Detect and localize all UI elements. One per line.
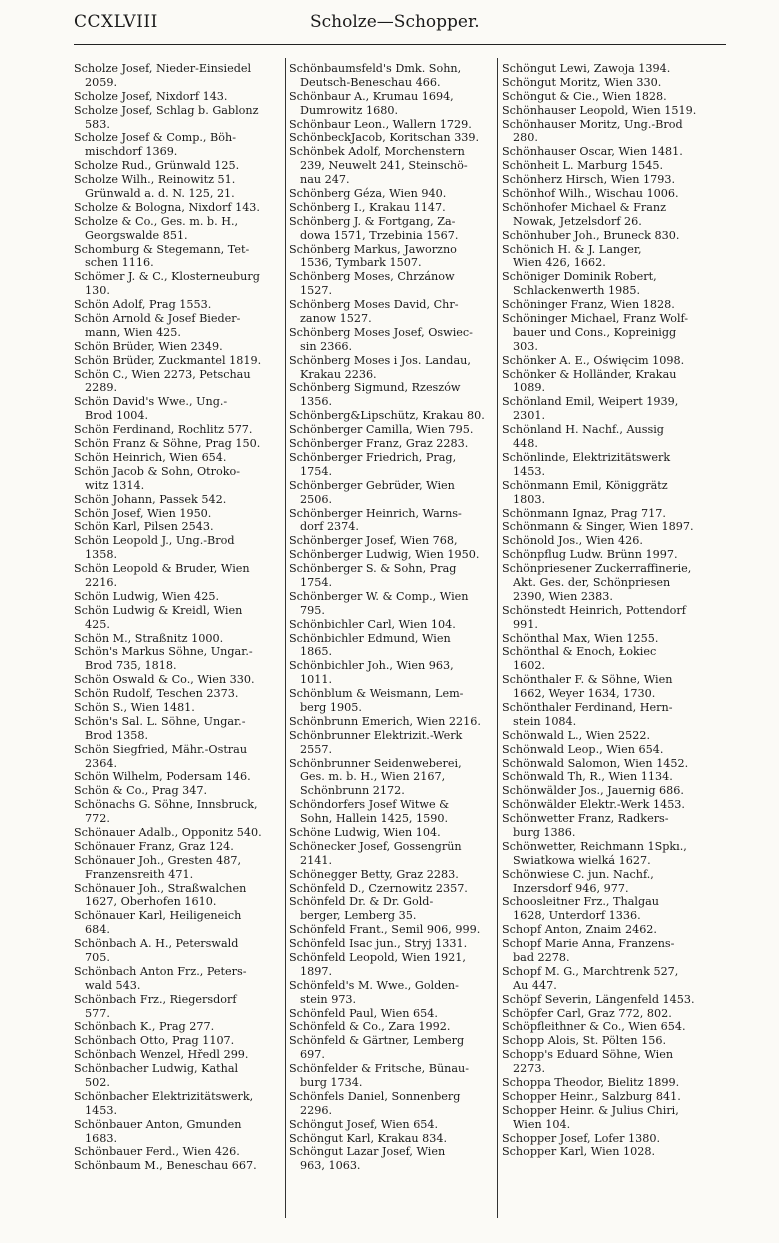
directory-line: dorf 2374. <box>300 520 359 534</box>
directory-line: 1628, Unterdorf 1336. <box>513 909 641 923</box>
directory-line: Schönberger Camilla, Wien 795. <box>289 423 474 437</box>
directory-line: Schönberg Moses i Jos. Landau, <box>289 353 471 367</box>
directory-line: Schönker A. E., Oświęcim 1098. <box>502 353 685 367</box>
directory-line: Schönfeld Paul, Wien 654. <box>289 1006 438 1020</box>
directory-line: 1536, Tymbark 1507. <box>300 256 422 270</box>
directory-line: 1803. <box>513 492 546 506</box>
directory-line: 2506. <box>300 492 333 506</box>
directory-line: Schlackenwerth 1985. <box>513 284 641 298</box>
directory-line: Schönfeld Isac jun., Stryj 1331. <box>289 937 468 951</box>
directory-line: Schönberger S. & Sohn, Prag <box>289 562 457 576</box>
directory-line: Schönbrunn 2172. <box>300 784 405 798</box>
directory-line: 1527. <box>300 284 333 298</box>
directory-line: Schönecker Josef, Gossengrün <box>289 839 462 853</box>
directory-line: 697. <box>300 1048 325 1062</box>
directory-line: Schönpflug Ludw. Brünn 1997. <box>502 548 678 562</box>
directory-line: burg 1734. <box>300 1076 363 1090</box>
directory-line: Schomburg & Stegemann, Tet- <box>74 242 250 256</box>
page-header <box>74 2 726 42</box>
directory-line: Schöninger Franz, Wien 1828. <box>502 298 675 312</box>
directory-line: Schön Heinrich, Wien 654. <box>74 450 227 464</box>
directory-line: 1356. <box>300 395 333 409</box>
directory-line: Brod 735, 1818. <box>85 659 177 673</box>
directory-line: Schönpriesener Zuckerraffinerie, <box>502 562 692 576</box>
column-1 <box>74 62 282 1173</box>
directory-line: 1754. <box>300 464 333 478</box>
directory-line: Scholze Josef & Comp., Böh- <box>74 131 236 145</box>
directory-line: 684. <box>85 923 110 937</box>
directory-line: Schöngut Lazar Josef, Wien <box>289 1145 446 1159</box>
directory-line: Schön Ludwig & Kreidl, Wien <box>74 603 243 617</box>
directory-line: schen 1116. <box>85 256 154 270</box>
directory-line: Brod 1004. <box>85 409 149 423</box>
directory-line: witz 1314. <box>85 478 145 492</box>
page-number: CCXLVIII <box>74 12 158 32</box>
directory-line: Schönauer Joh., Gresten 487, <box>74 853 242 867</box>
directory-line: burg 1386. <box>513 825 576 839</box>
directory-line: Schönwald Leop., Wien 654. <box>502 742 664 756</box>
directory-line: Schopp Alois, St. Pölten 156. <box>502 1034 667 1048</box>
directory-line: Scholze & Co., Ges. m. b. H., <box>74 214 239 228</box>
directory-line: Schön Ferdinand, Rochlitz 577. <box>74 423 253 437</box>
directory-line: Scholze Josef, Nieder-Einsiedel <box>74 62 252 75</box>
directory-line: Schön Franz & Söhne, Prag 150. <box>74 437 261 451</box>
directory-line: Schönbach Wenzel, Hředl 299. <box>74 1048 249 1062</box>
directory-line: berger, Lemberg 35. <box>300 909 417 923</box>
directory-line: Schön M., Straßnitz 1000. <box>74 631 224 645</box>
directory-line: Schönberg Moses Josef, Oswiec- <box>289 325 473 339</box>
directory-line: Nowak, Jetzelsdorf 26. <box>513 214 642 228</box>
directory-line: dowa 1571, Trzebinia 1567. <box>300 228 459 242</box>
column-divider <box>285 58 286 1218</box>
directory-line: Schön Josef, Wien 1950. <box>74 506 212 520</box>
directory-line: Schönwälder Elektr.-Werk 1453. <box>502 798 685 812</box>
directory-line: Schönberg I., Krakau 1147. <box>289 200 446 214</box>
directory-line: Schönthal Max, Wien 1255. <box>502 631 659 645</box>
directory-line: Schönfeld & Co., Zara 1992. <box>289 1020 451 1034</box>
directory-line: Schönberg Markus, Jaworzno <box>289 242 457 256</box>
directory-line: Schönhof Wilh., Wischau 1006. <box>502 187 679 201</box>
directory-line: SchönbeckJacob, Koritschan 339. <box>289 131 480 145</box>
directory-line: Schönbaur A., Krumau 1694, <box>289 89 454 103</box>
directory-line: 239, Neuwelt 241, Steinschö- <box>300 159 468 173</box>
directory-line: 1627, Oberhofen 1610. <box>85 895 217 909</box>
directory-line: Schopper Karl, Wien 1028. <box>502 1145 656 1159</box>
directory-line: 1754. <box>300 575 333 589</box>
directory-line: Scholze Josef, Nixdorf 143. <box>74 89 228 103</box>
directory-line: Schönbaur Leon., Wallern 1729. <box>289 117 472 131</box>
directory-line: Schönwetter Franz, Radkers- <box>502 812 669 826</box>
directory-line: Schönbach A. H., Peterswald <box>74 937 239 951</box>
directory-line: 2273. <box>513 1062 546 1076</box>
directory-line: 2141. <box>300 853 333 867</box>
directory-line: Schönbacher Elektrizitätswerk, <box>74 1089 254 1103</box>
directory-line: Sohn, Hallein 1425, 1590. <box>300 812 449 826</box>
directory-line: Schön Oswald & Co., Wien 330. <box>74 673 255 687</box>
directory-line: Schöpf Severin, Längenfeld 1453. <box>502 992 695 1006</box>
directory-line: Schönstedt Heinrich, Pottendorf <box>502 603 686 617</box>
directory-line: 2289. <box>85 381 118 395</box>
directory-line: Schönfeld D., Czernowitz 2357. <box>289 881 468 895</box>
directory-line: Schöndorfers Josef Witwe & <box>289 798 450 812</box>
directory-line: Schön Wilhelm, Podersam 146. <box>74 770 251 784</box>
directory-line: Schönbaumsfeld's Dmk. Sohn, <box>289 62 462 75</box>
directory-line: Schönbauer Ferd., Wien 426. <box>74 1145 240 1159</box>
directory-line: Schönauer Franz, Graz 124. <box>74 839 234 853</box>
directory-line: Schönhauser Oscar, Wien 1481. <box>502 145 683 159</box>
directory-line: Scholze Rud., Grünwald 125. <box>74 159 240 173</box>
directory-line: Schönberg Moses, Chrzánow <box>289 270 455 284</box>
directory-line: sin 2366. <box>300 339 353 353</box>
directory-line: Schönlinde, Elektrizitätswerk <box>502 450 671 464</box>
directory-line: Schönker & Holländer, Krakau <box>502 367 677 381</box>
directory-line: Schön Jacob & Sohn, Otroko- <box>74 464 240 478</box>
directory-line: Schönhauser Leopold, Wien 1519. <box>502 103 697 117</box>
directory-line: Schönberger Heinrich, Warns- <box>289 506 462 520</box>
directory-line: Schöngut Lewi, Zawoja 1394. <box>502 62 671 75</box>
directory-line: Inzersdorf 946, 977. <box>513 881 629 895</box>
directory-line: Schönbichler Carl, Wien 104. <box>289 617 456 631</box>
directory-line: 1011. <box>300 673 333 687</box>
directory-line: mann, Wien 425. <box>85 325 181 339</box>
directory-line: Schönbacher Ludwig, Kathal <box>74 1062 239 1076</box>
directory-line: Schönthal & Enoch, Łokiec <box>502 645 657 659</box>
directory-line: Schönich H. & J. Langer, <box>502 242 642 256</box>
directory-line: Schönmann Emil, Königgrätz <box>502 478 668 492</box>
directory-line: Schönbaum M., Beneschau 667. <box>74 1159 257 1173</box>
directory-line: 2390, Wien 2383. <box>513 589 613 603</box>
directory-line: Schön David's Wwe., Ung.- <box>74 395 228 409</box>
directory-line: Schönbichler Joh., Wien 963, <box>289 659 454 673</box>
directory-line: Schönold Jos., Wien 426. <box>502 534 643 548</box>
directory-line: Schönwald Th, R., Wien 1134. <box>502 770 673 784</box>
directory-line: Schön Ludwig, Wien 425. <box>74 589 220 603</box>
directory-line: Schön C., Wien 2273, Petschau <box>74 367 251 381</box>
column-3 <box>502 62 714 1159</box>
directory-line: Schöpfer Carl, Graz 772, 802. <box>502 1006 672 1020</box>
header-rule <box>74 44 726 45</box>
directory-line: Schönbichler Edmund, Wien <box>289 631 451 645</box>
directory-line: Scholze Josef, Schlag b. Gablonz <box>74 103 259 117</box>
directory-line: 1602. <box>513 659 546 673</box>
directory-line: Schönbach K., Prag 277. <box>74 1020 215 1034</box>
directory-line: Schöngut Josef, Wien 654. <box>289 1117 439 1131</box>
directory-line: Schöngut Karl, Krakau 834. <box>289 1131 448 1145</box>
directory-line: Schönwälder Jos., Jauernig 686. <box>502 784 684 798</box>
directory-line: Wien 104. <box>513 1117 571 1131</box>
directory-line: 1865. <box>300 645 333 659</box>
directory-line: Schopp's Eduard Söhne, Wien <box>502 1048 674 1062</box>
directory-line: 1358. <box>85 548 118 562</box>
directory-line: Swiatkowa wielká 1627. <box>513 853 651 867</box>
directory-line: zanow 1527. <box>300 312 372 326</box>
directory-line: 795. <box>300 603 325 617</box>
directory-line: Schönwetter, Reichmann 1Spkı., <box>502 839 687 853</box>
directory-line: Schopf M. G., Marchtrenk 527, <box>502 964 679 978</box>
directory-line: 2296. <box>300 1103 333 1117</box>
directory-line: Schönblum & Weismann, Lem- <box>289 687 464 701</box>
directory-line: Schönberg Géza, Wien 940. <box>289 187 447 201</box>
directory-line: wald 543. <box>85 978 141 992</box>
directory-line: Schönhauser Moritz, Ung.-Brod <box>502 117 683 131</box>
directory-line: Schön Brüder, Zuckmantel 1819. <box>74 353 262 367</box>
directory-line: Schönberger W. & Comp., Wien <box>289 589 469 603</box>
directory-line: Schönmann Ignaz, Prag 717. <box>502 506 666 520</box>
directory-line: Schönfeld Leopold, Wien 1921, <box>289 951 466 964</box>
directory-line: Ges. m. b. H., Wien 2167, <box>300 770 446 784</box>
directory-line: Schopper Josef, Lofer 1380. <box>502 1131 661 1145</box>
directory-line: Schönegger Betty, Graz 2283. <box>289 867 459 881</box>
directory-line: Schönmann & Singer, Wien 1897. <box>502 520 694 534</box>
directory-line: Schönfeld's M. Wwe., Golden- <box>289 978 459 992</box>
directory-line: stein 1084. <box>513 714 577 728</box>
directory-line: 1453. <box>513 464 546 478</box>
directory-line: Schöniger Dominik Robert, <box>502 270 657 284</box>
directory-line: Schönbrunner Elektrizit.-Werk <box>289 728 463 742</box>
directory-line: Schönberger Franz, Graz 2283. <box>289 437 469 451</box>
directory-line: Schönberg Moses David, Chr- <box>289 298 459 312</box>
directory-line: Schönwiese C. jun. Nachf., <box>502 867 654 881</box>
directory-line: Schön Siegfried, Mähr.-Ostrau <box>74 742 248 756</box>
directory-line: bad 2278. <box>513 951 570 964</box>
directory-line: Schönland Emil, Weipert 1939, <box>502 395 679 409</box>
directory-line: Schönwald Salomon, Wien 1452. <box>502 756 689 770</box>
directory-line: Schönberger Josef, Wien 768, <box>289 534 458 548</box>
directory-line: Franzensreith 471. <box>85 867 194 881</box>
directory-line: 963, 1063. <box>300 1159 361 1173</box>
directory-line: Au 447. <box>513 978 557 992</box>
directory-line: Schön Johann, Passek 542. <box>74 492 227 506</box>
directory-line: Schönbach Otto, Prag 1107. <box>74 1034 235 1048</box>
directory-line: Schön Arnold & Josef Bieder- <box>74 312 241 326</box>
directory-line: Grünwald a. d. N. 125, 21. <box>85 187 235 201</box>
column-2 <box>289 62 493 1173</box>
directory-line: Schoppa Theodor, Bielitz 1899. <box>502 1076 680 1090</box>
directory-line: 1897. <box>300 964 333 978</box>
directory-line: Schöngut & Cie., Wien 1828. <box>502 89 667 103</box>
directory-line: Schön Rudolf, Teschen 2373. <box>74 687 239 701</box>
directory-line: Schön Karl, Pilsen 2543. <box>74 520 214 534</box>
directory-line: Schön Leopold & Bruder, Wien <box>74 562 250 576</box>
directory-line: 772. <box>85 812 110 826</box>
directory-line: Schöngut Moritz, Wien 330. <box>502 75 662 89</box>
directory-line: 448. <box>513 437 538 451</box>
directory-line: Schön Brüder, Wien 2349. <box>74 339 223 353</box>
directory-line: mischdorf 1369. <box>85 145 178 159</box>
directory-line: Schönheit L. Marburg 1545. <box>502 159 664 173</box>
directory-line: Schön S., Wien 1481. <box>74 700 195 714</box>
directory-line: Schönfeld Dr. & Dr. Gold- <box>289 895 434 909</box>
directory-line: Schönwald L., Wien 2522. <box>502 728 651 742</box>
directory-line: Schönthaler Ferdinand, Hern- <box>502 700 673 714</box>
directory-line: 502. <box>85 1076 110 1090</box>
directory-line: Schönberger Friedrich, Prag, <box>289 450 457 464</box>
directory-line: Schönbach Anton Frz., Peters- <box>74 964 247 978</box>
directory-line: 705. <box>85 951 110 964</box>
directory-line: Schönhofer Michael & Franz <box>502 200 667 214</box>
directory-line: Schöpfleithner & Co., Wien 654. <box>502 1020 686 1034</box>
directory-line: 303. <box>513 339 538 353</box>
directory-line: Schön's Markus Söhne, Ungar.- <box>74 645 253 659</box>
directory-line: 2216. <box>85 575 118 589</box>
directory-line: Schönfels Daniel, Sonnenberg <box>289 1089 461 1103</box>
directory-line: Schönland H. Nachf., Aussig <box>502 423 664 437</box>
directory-line: 1662, Weyer 1634, 1730. <box>513 687 656 701</box>
directory-line: Brod 1358. <box>85 728 149 742</box>
directory-line: Krakau 2236. <box>300 367 377 381</box>
directory-line: Schönbek Adolf, Morchenstern <box>289 145 465 159</box>
directory-line: Schönauer Karl, Heiligeneich <box>74 909 242 923</box>
directory-line: Schönbrunn Emerich, Wien 2216. <box>289 714 481 728</box>
directory-line: Schönberger Ludwig, Wien 1950. <box>289 548 480 562</box>
directory-line: Schönberg J. & Fortgang, Za- <box>289 214 456 228</box>
directory-line: 1089. <box>513 381 546 395</box>
directory-line: Schön Leopold J., Ung.-Brod <box>74 534 235 548</box>
directory-line: Schön's Sal. L. Söhne, Ungar.- <box>74 714 246 728</box>
running-title: Scholze—Schopper. <box>310 12 480 32</box>
directory-line: Schömer J. & C., Klosterneuburg <box>74 270 260 284</box>
directory-line: Schönfelder & Fritsche, Bünau- <box>289 1062 470 1076</box>
directory-line: Schönbrunner Seidenweberei, <box>289 756 462 770</box>
directory-line: 2557. <box>300 742 333 756</box>
directory-line: 583. <box>85 117 110 131</box>
directory-line: Schopper Heinr., Salzburg 841. <box>502 1089 681 1103</box>
directory-line: Schöne Ludwig, Wien 104. <box>289 825 441 839</box>
directory-line: 577. <box>85 1006 110 1020</box>
directory-line: 2364. <box>85 756 118 770</box>
directory-line: 425. <box>85 617 110 631</box>
directory-line: 2301. <box>513 409 546 423</box>
directory-line: 130. <box>85 284 110 298</box>
directory-line: Dumrowitz 1680. <box>300 103 398 117</box>
directory-line: 2059. <box>85 75 118 89</box>
directory-line: Schönhuber Joh., Bruneck 830. <box>502 228 680 242</box>
directory-line: Schönauer Adalb., Opponitz 540. <box>74 825 262 839</box>
directory-line: Schönberg&Lipschütz, Krakau 80. <box>289 409 485 423</box>
directory-line: Schönthaler F. & Söhne, Wien <box>502 673 673 687</box>
directory-line: Schönachs G. Söhne, Innsbruck, <box>74 798 258 812</box>
directory-line: Schön Adolf, Prag 1553. <box>74 298 212 312</box>
directory-line: Schopf Anton, Znaim 2462. <box>502 923 657 937</box>
directory-line: stein 973. <box>300 992 357 1006</box>
directory-line: Schönberg Sigmund, Rzeszów <box>289 381 461 395</box>
directory-line: Schönfeld Frant., Semil 906, 999. <box>289 923 481 937</box>
directory-line: Schöninger Michael, Franz Wolf- <box>502 312 689 326</box>
directory-line: Wien 426, 1662. <box>513 256 606 270</box>
directory-line: Schopf Marie Anna, Franzens- <box>502 937 675 951</box>
directory-line: 1453. <box>85 1103 118 1117</box>
directory-line: 280. <box>513 131 538 145</box>
directory-line: Schoosleitner Frz., Thalgau <box>502 895 659 909</box>
directory-line: 1683. <box>85 1131 118 1145</box>
directory-line: Schopper Heinr. & Julius Chiri, <box>502 1103 679 1117</box>
directory-line: Scholze & Bologna, Nixdorf 143. <box>74 200 260 214</box>
directory-line: bauer und Cons., Kopreinigg <box>513 325 677 339</box>
directory-line: Scholze Wilh., Reinowitz 51. <box>74 173 236 187</box>
directory-line: berg 1905. <box>300 700 362 714</box>
directory-line: Schönfeld & Gärtner, Lemberg <box>289 1034 465 1048</box>
directory-line: Schönherz Hirsch, Wien 1793. <box>502 173 675 187</box>
directory-line: 991. <box>513 617 538 631</box>
directory-line: Schön & Co., Prag 347. <box>74 784 208 798</box>
directory-line: nau 247. <box>300 173 350 187</box>
directory-line: Schönbauer Anton, Gmunden <box>74 1117 242 1131</box>
directory-line: Deutsch-Beneschau 466. <box>300 75 441 89</box>
directory-line: Schönbach Frz., Riegersdorf <box>74 992 237 1006</box>
directory-line: Akt. Ges. der, Schönpriesen <box>513 575 671 589</box>
column-divider <box>497 58 498 1218</box>
directory-line: Schönberger Gebrüder, Wien <box>289 478 455 492</box>
directory-line: Georgswalde 851. <box>85 228 188 242</box>
directory-line: Schönauer Joh., Straßwalchen <box>74 881 247 895</box>
